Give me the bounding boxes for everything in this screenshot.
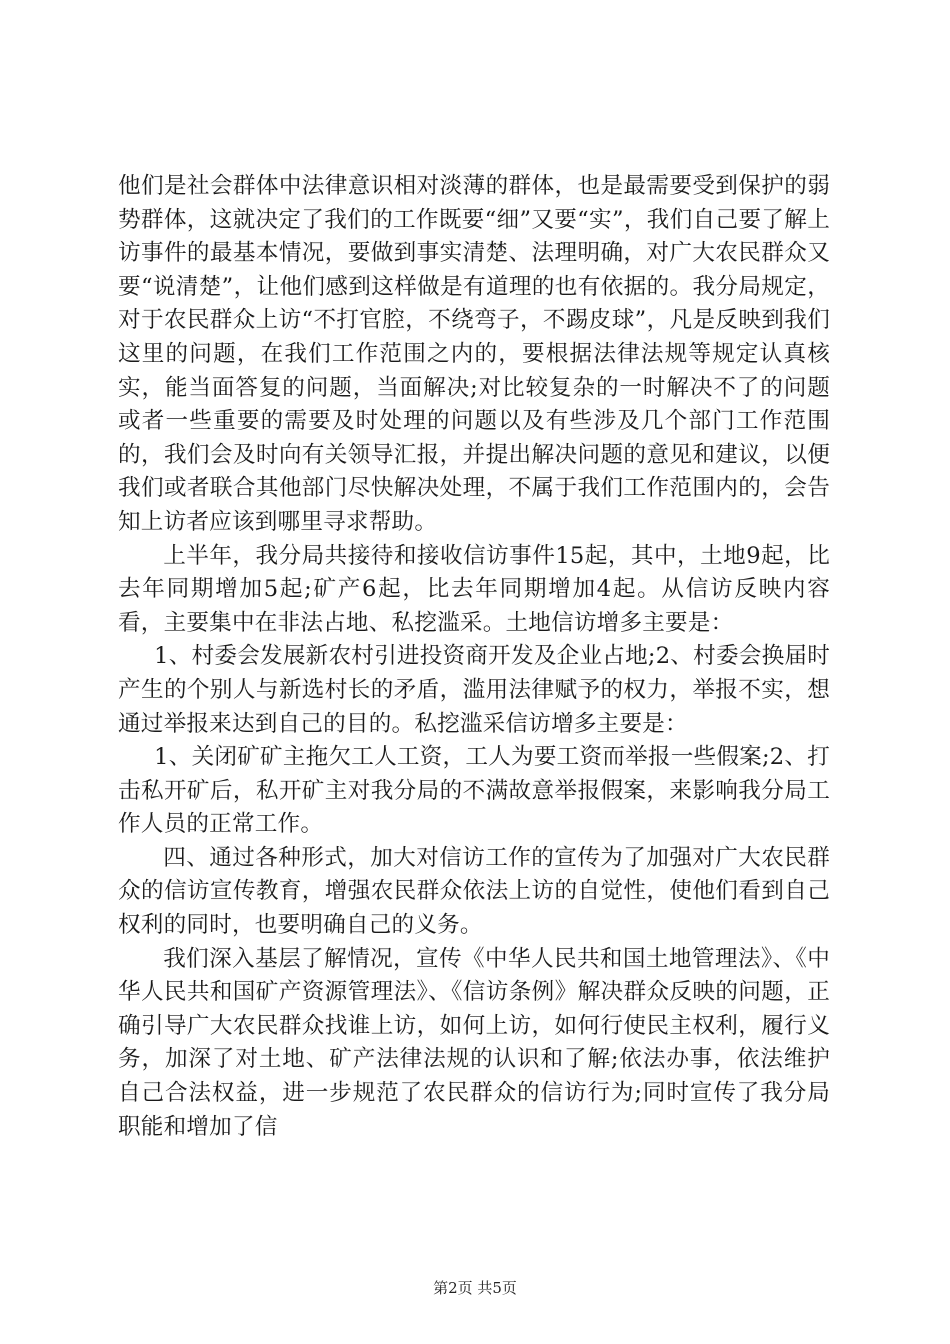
document-body: [118, 170, 830, 1144]
page-footer: 第2页 共5页: [433, 1279, 517, 1297]
paragraph-1: 他们是社会群体中法律意识相对淡薄的群体，也是最需要受到保护的弱势群体，这就决定了我们的工作既要“细”又要“实”，我们自己要了解上访事件的最基本情况，要做到事实清楚、法理明确，对广大农民群众又要“说清楚”，让他们感到这样做是有道理的也有依据的。我分局规定，对于农民群众上访“不打官腔，不绕弯子，不踢皮球”，凡是反映到我们这里的问题，在我们工作范围之内的，要根据法律法规等规定认真核实，能当面答复的问题，当面解决;对比较复杂的一时解决不了的问题或者一些重要的需要及时处理的问题以及有些涉及几个部门工作范围的，我们会及时向有关领导汇报，并提出解决问题的意见和建议，以便我们或者联合其他部门尽快解决处理，不属于我们工作范围内的，会告知上访者应该到哪里寻求帮助。: [118, 173, 830, 535]
paragraph-2: 上半年，我分局共接待和接收信访事件15起，其中，土地9起，比去年同期增加5起;矿产6起，比去年同期增加4起。从信访反映内容看，主要集中在非法占地、私挖滥采。土地信访增多主要是：: [118, 542, 830, 636]
paragraph-6: 我们深入基层了解情况，宣传《中华人民共和国土地管理法》、《中华人民共和国矿产资源管理法》、《信访条例》解决群众反映的问题，正确引导广大农民群众找谁上访，如何上访，如何行使民主权利，履行义务，加深了对土地、矿产法律法规的认识和了解;依法办事，依法维护自己合法权益，进一步规范了农民群众的信访行为;同时宣传了我分局职能和增加了信: [118, 945, 830, 1140]
paragraph-4: 1、关闭矿矿主拖欠工人工资，工人为要工资而举报一些假案;2、打击私开矿后，私开矿主对我分局的不满故意举报假案，来影响我分局工作人员的正常工作。: [118, 744, 830, 838]
paragraph-3: 1、村委会发展新农村引进投资商开发及企业占地;2、村委会换届时产生的个别人与新选村长的矛盾，滥用法律赋予的权力，举报不实，想通过举报来达到自己的目的。私挖滥采信访增多主要是：: [118, 643, 830, 737]
paragraph-5: 四、通过各种形式，加大对信访工作的宣传为了加强对广大农民群众的信访宣传教育，增强农民群众依法上访的自觉性，使他们看到自己权利的同时，也要明确自己的义务。: [118, 844, 830, 939]
